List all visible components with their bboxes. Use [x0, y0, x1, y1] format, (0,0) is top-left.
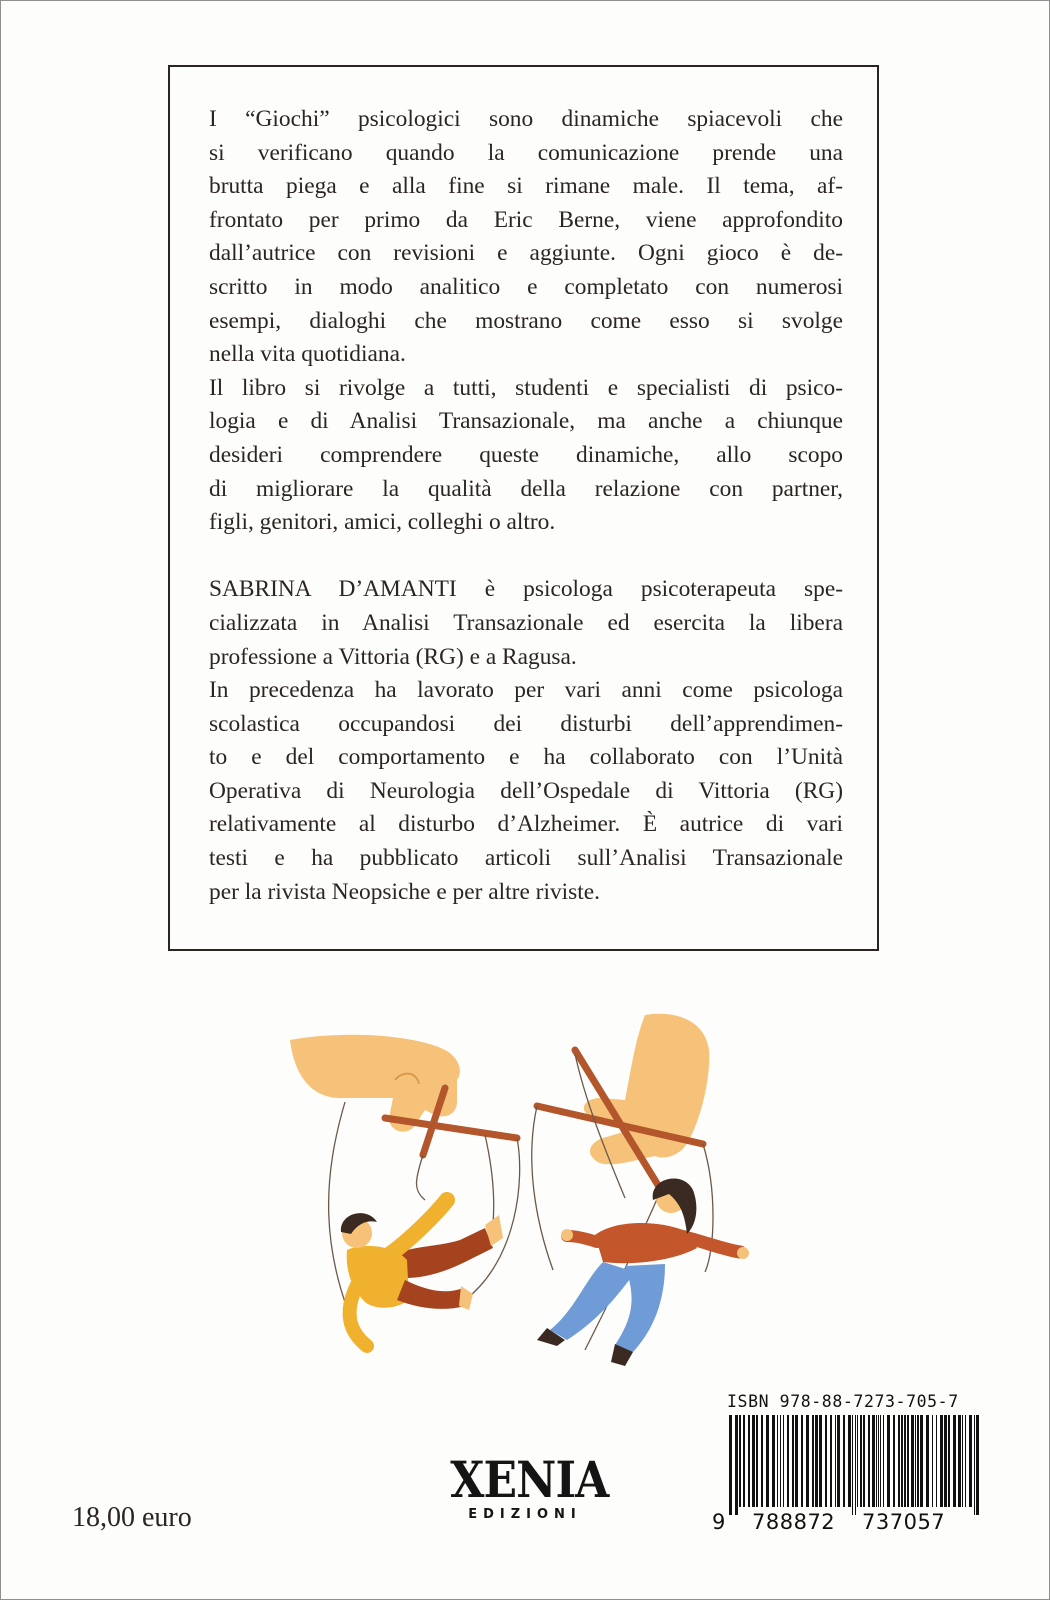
barcode-bar — [835, 1415, 836, 1507]
isbn-label: ISBN 978-88-7273-705-7 — [727, 1392, 959, 1411]
text-line: logia e di Analisi Transazionale, ma anche a chiunque — [209, 408, 843, 435]
text-line: In precedenza ha lavorato per vari anni come psicologa — [209, 677, 843, 704]
barcode-bar — [944, 1415, 947, 1507]
barcode-bar — [748, 1415, 750, 1507]
barcode-bar — [752, 1415, 755, 1507]
text-line: I “Giochi” psicologici sono dinamiche spiacevoli che — [209, 106, 843, 132]
barcode-bar — [756, 1415, 758, 1507]
barcode-bar — [920, 1415, 923, 1507]
author-bio-paragraph-1 — [209, 573, 843, 674]
barcode-bar — [926, 1415, 929, 1507]
barcode-bar — [901, 1415, 903, 1507]
barcode-bar — [863, 1415, 865, 1507]
barcode-bar — [761, 1415, 763, 1507]
barcode-bar — [792, 1415, 794, 1507]
text-line: si verificano quando la comunicazione prende una — [209, 139, 843, 166]
barcode-digits-right: 737057 — [862, 1510, 946, 1534]
barcode-bar — [766, 1415, 769, 1507]
barcode-bar — [780, 1415, 781, 1507]
barcode-bar — [976, 1415, 979, 1515]
text-line: scritto in modo analitico e completato con numerosi — [209, 273, 843, 300]
barcode-bar — [729, 1415, 732, 1515]
barcode-bar — [940, 1415, 943, 1507]
barcode-bar — [958, 1415, 961, 1507]
text-line: frontato per primo da Eric Berne, viene approfondito — [209, 206, 843, 233]
barcode-bar — [965, 1415, 966, 1507]
barcode-bar — [743, 1415, 745, 1507]
barcode-bar — [772, 1415, 775, 1507]
barcode-bar — [843, 1415, 845, 1507]
back-cover-text-box — [168, 65, 879, 951]
text-line: professione a Vittoria (RG) e a Ragusa. — [209, 643, 577, 670]
text-line: esempi, dialoghi che mostrano come esso si svolge — [209, 307, 843, 334]
barcode-bar — [907, 1415, 909, 1507]
barcode-bar — [883, 1415, 884, 1507]
barcode-bar — [852, 1415, 853, 1515]
price: 18,00 euro — [72, 1502, 192, 1533]
barcode-bar — [904, 1415, 906, 1507]
barcode-digits-left: 788872 — [752, 1510, 836, 1534]
text-line: Il libro si rivolge a tutti, studenti e specialisti di psico- — [209, 374, 843, 401]
barcode-bar — [969, 1415, 972, 1507]
woman-puppet-icon — [537, 1179, 749, 1366]
man-puppet-icon — [341, 1200, 503, 1346]
barcode-bar — [962, 1415, 963, 1507]
barcode-bar — [915, 1415, 916, 1507]
barcode-bar — [806, 1415, 809, 1507]
barcode-bar — [735, 1415, 738, 1515]
barcode-bar — [878, 1415, 879, 1507]
barcode-bar — [880, 1415, 881, 1507]
barcode-bar — [777, 1415, 778, 1507]
barcode-bar — [876, 1415, 877, 1507]
barcode-bar — [917, 1415, 919, 1507]
barcode-bar — [783, 1415, 784, 1507]
text-line: nella vita quotidiana. — [209, 341, 406, 368]
barcode-bar — [953, 1415, 956, 1507]
barcode-bar — [872, 1415, 875, 1507]
text-line: scolastica occupandosi dei disturbi dell’apprendimen- — [209, 710, 843, 737]
publisher-logo — [440, 1450, 610, 1522]
author-bio-paragraph-2 — [209, 674, 843, 909]
barcode-bar — [837, 1415, 840, 1507]
text-line: desideri comprendere queste dinamiche, allo scopo — [209, 441, 843, 468]
barcode-bar — [848, 1415, 851, 1507]
barcode-bar — [812, 1415, 814, 1507]
barcode-bar — [911, 1415, 914, 1507]
barcode-digit-first: 9 — [712, 1510, 726, 1534]
barcode-bar — [825, 1415, 827, 1507]
barcode-bar — [819, 1415, 822, 1507]
barcode-bar — [974, 1415, 975, 1515]
barcode-bar — [787, 1415, 789, 1507]
barcode-bar — [815, 1415, 818, 1507]
barcode-bar — [795, 1415, 798, 1507]
text-line: to e del comportamento e ha collaborato con l’Unità — [209, 744, 843, 771]
barcode-bar — [932, 1415, 933, 1507]
text-line: cializzata in Analisi Transazionale ed esercita la libera — [209, 609, 843, 636]
barcode-bar — [855, 1415, 856, 1515]
paragraph-gap — [209, 540, 843, 574]
barcode-bar — [948, 1415, 950, 1507]
publisher-subtitle: EDIZIONI — [468, 1507, 582, 1522]
barcode-bar — [868, 1415, 870, 1507]
text-block — [209, 103, 843, 909]
description-paragraph-1 — [209, 103, 843, 372]
publisher-name: XENIA — [450, 1450, 609, 1509]
text-line: Operativa di Neurologia dell’Ospedale di Vittoria (RG) — [209, 777, 843, 804]
barcode-bar — [830, 1415, 832, 1507]
text-line: di migliorare la qualità della relazione con partner, — [209, 475, 843, 502]
text-line: relativamente al disturbo d’Alzheimer. È autrice di vari — [209, 811, 843, 838]
barcode-bar — [936, 1415, 937, 1507]
text-line: testi e ha pubblicato articoli sull’Analisi Transazionale — [209, 845, 843, 872]
text-line: brutta piega e alla fine si rimane male. Il tema, af- — [209, 173, 843, 200]
text-line: SABRINA D’AMANTI è psicologa psicoterapeuta spe- — [209, 576, 843, 603]
description-paragraph-2 — [209, 372, 843, 540]
barcode-bar — [898, 1415, 900, 1507]
barcode-bar — [739, 1415, 741, 1507]
barcode-bar — [857, 1415, 858, 1507]
puppet-illustration — [285, 1010, 775, 1380]
text-line: figli, genitori, amici, colleghi o altro. — [209, 509, 556, 536]
isbn-barcode — [727, 1415, 980, 1515]
text-line: per la rivista Neopsiche e per altre riviste. — [209, 878, 600, 905]
barcode-bar — [893, 1415, 895, 1507]
barcode-bar — [860, 1415, 862, 1507]
text-line: dall’autrice con revisioni e aggiunte. Ogni gioco è de- — [209, 240, 843, 267]
barcode-bar — [801, 1415, 803, 1507]
barcode-bar — [887, 1415, 890, 1507]
